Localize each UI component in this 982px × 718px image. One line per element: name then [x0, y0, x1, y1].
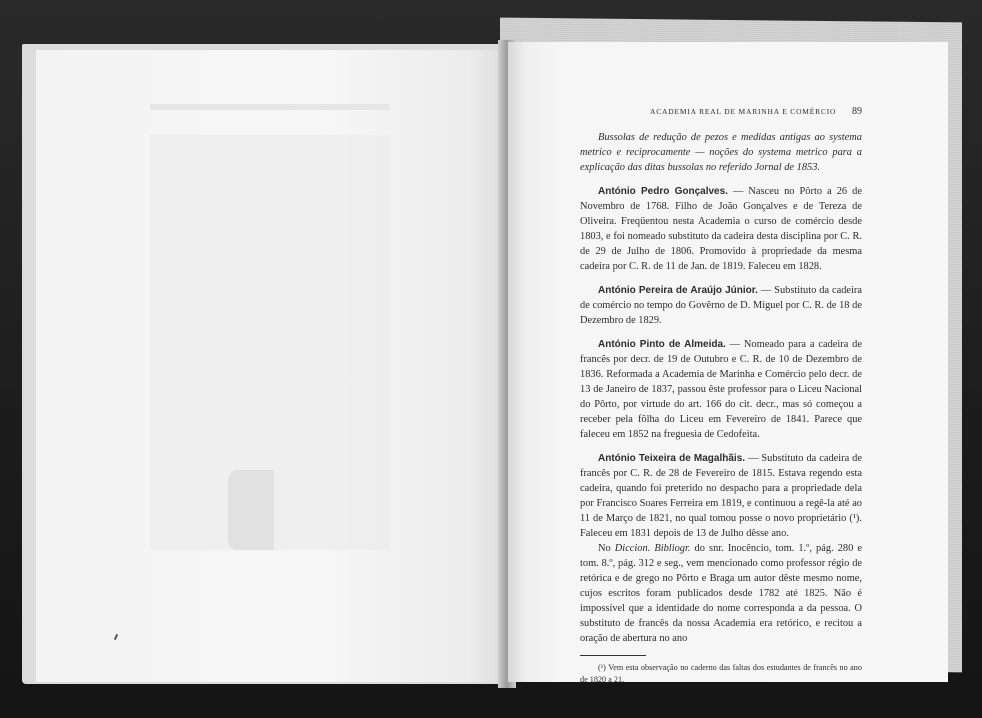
entry-name: António Pinto de Almeida. — [598, 339, 726, 350]
entry-paragraph — [580, 184, 862, 274]
running-head-title: ACADEMIA REAL DE MARINHA E COMÉRCIO — [650, 107, 837, 116]
entry-text: — Nomeado para a cadeira de francês por decr. de 19 de Outubro e C. R. de 10 de Dezembro de 1836. Reformada a Academia de Marinha e Comércio pelo decr. de 13 de Janeiro de 1837, passou êste professor para o Liceu Nacional do Pôrto, por virtude do art. 166 do cit. decr., mas só começou a receber pela fôlha do Liceu em Fevereiro de 1841. Parece que faleceu em 1852 na freguesia de Cedofeita. — [580, 339, 862, 440]
entry-paragraph — [580, 451, 862, 541]
page-number: 89 — [852, 106, 862, 117]
footnote: (¹) Vem esta observação no caderno das faltas dos estudantes de francês no ano de 1820 a 21. — [580, 663, 862, 684]
page-text — [580, 104, 862, 695]
entry-text: — Substituto da cadeira de francês por C. R. de 28 de Fevereiro de 1815. Estava regendo esta cadeira, quando foi preterido no despacho para a propriedade dela por Francisco Soares Ferreira em 1819, e continuou a regê-la até ao 11 de Março de 1821, no qual tomou posse o novo proprietário (¹). Faleceu em 1831 depois de 13 de Julho dêsse ano. — [580, 453, 862, 539]
continuation-lead: No — [598, 543, 615, 554]
entry-text: — Substituto da cadeira de comércio no tempo do Govêrno de D. Miguel por C. R. de 18 de Dezembro de 1829. — [580, 285, 862, 326]
continuation-paragraph — [580, 541, 862, 646]
show-through-mark — [228, 470, 274, 550]
entry-paragraph — [580, 283, 862, 328]
intro-paragraph: Bussolas de redução de pezos e medidas antigas ao systema metrico e reciprocamente — noções do systema metrico para a explicação das ditas bussolas no referido Jornal de 1853. — [580, 132, 862, 173]
entry-text: — Nasceu no Pôrto a 26 de Novembro de 1768. Filho de João Gonçalves e de Tereza de Oliveira. Freqüentou nesta Academia o curso de comércio desde 1803, e foi nomeado substituto da cadeira desta disciplina por C. R. de 29 de Julho de 1806. Promovido à propriedade da mesma cadeira por C. R. de 11 de Jan. de 1819. Faleceu em 1828. — [580, 186, 862, 272]
entry-name: António Pedro Gonçalves. — [598, 186, 728, 197]
entry-name: António Pereira de Araújo Júnior. — [598, 285, 758, 296]
running-head — [580, 104, 862, 119]
entry-paragraph — [580, 337, 862, 442]
entry-name: António Teixeira de Magalhãis. — [598, 453, 746, 464]
footnote-rule — [580, 655, 646, 656]
continuation-italic: Diccion. Bibliogr. — [614, 543, 691, 554]
continuation-rest: do snr. Inocêncio, tom. 1.º, pág. 280 e tom. 8.º, pág. 312 e seg., vem mencionado como professor régio de retórica e de grego no Pôrto e Braga um autor dêste mesmo nome, cujos escritos foram publicados desde 1782 até 1825. Não é impossível que a identidade do nome corresponda a da pessoa. O substituto de francês da nossa Academia era retórico, e recitou a oração de abertura no ano — [580, 543, 863, 644]
show-through-header — [150, 104, 390, 110]
